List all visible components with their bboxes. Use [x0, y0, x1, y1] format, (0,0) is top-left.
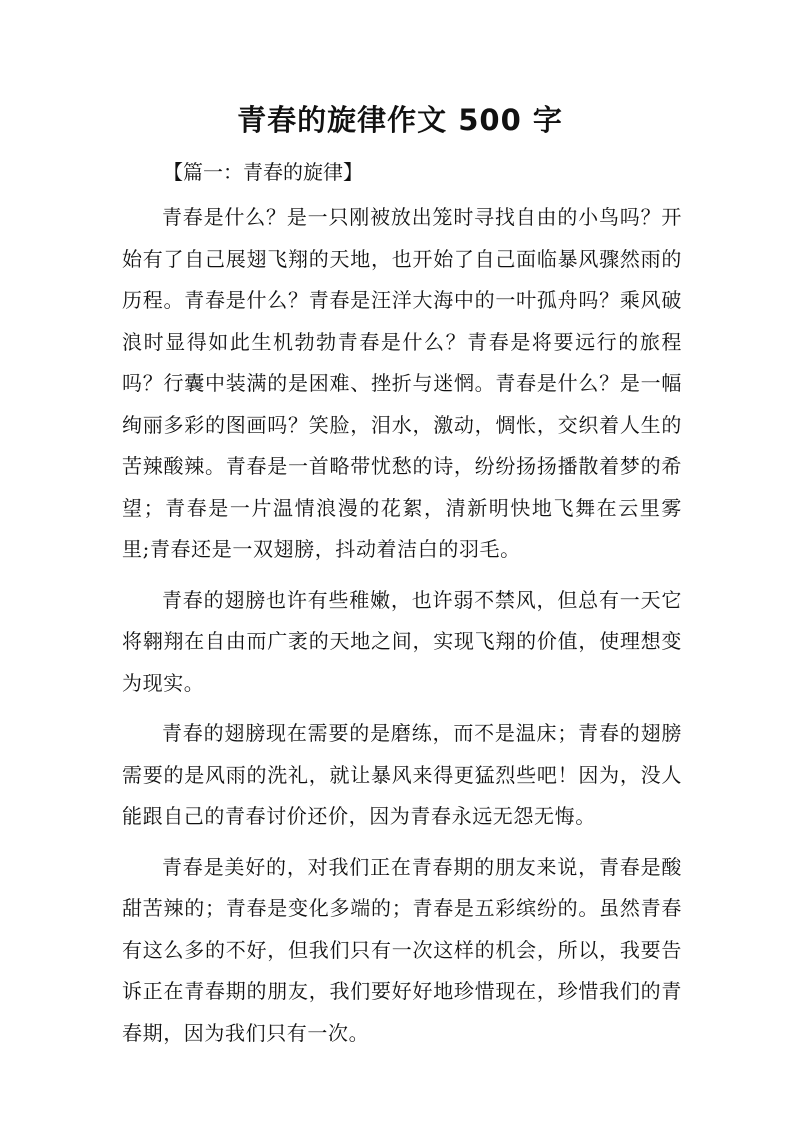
paragraph-4: 青春是美好的，对我们正在青春期的朋友来说，青春是酸甜苦辣的；青春是变化多端的；青春是五彩缤纷的。虽然青春有这么多的不好，但我们只有一次这样的机会，所以，我要告诉正在青春期的朋友，我们要好好地珍惜现在，珍惜我们的青春期，因为我们只有一次。 — [122, 854, 682, 1045]
essay-body — [122, 197, 682, 1063]
paragraph-3: 青春的翅膀现在需要的是磨练，而不是温床；青春的翅膀需要的是风雨的洗礼，就让暴风来得更猛烈些吧！因为，没人能跟自己的青春讨价还价，因为青春永远无怨无悔。 — [122, 721, 682, 828]
paragraph-2: 青春的翅膀也许有些稚嫩，也许弱不禁风，但总有一天它将翱翔在自由而广袤的天地之间，实现飞翔的价值，使理想变为现实。 — [122, 587, 682, 695]
paragraph-1: 青春是什么？是一只刚被放出笼时寻找自由的小鸟吗？开始有了自己展翅飞翔的天地，也开始了自己面临暴风骤然雨的历程。青春是什么？青春是汪洋大海中的一叶孤舟吗？乘风破浪时显得如此生机勃勃青春是什么？青春是将要远行的旅程吗？行囊中装满的是困难、挫折与迷惘。青春是什么？是一幅绚丽多彩的图画吗？笑脸，泪水，激动，惆怅，交织着人生的苦辣酸辣。青春是一首略带忧愁的诗，纷纷扬扬播散着梦的希望；青春是一片温情浪漫的花絮，清新明快地飞舞在云里雾里;青春还是一双翅膀，抖动着洁白的羽毛。 — [122, 205, 682, 561]
section-heading: 【篇一：青春的旋律】 — [163, 160, 363, 184]
document-title: 青春的旋律作文 500 字 — [237, 103, 563, 137]
